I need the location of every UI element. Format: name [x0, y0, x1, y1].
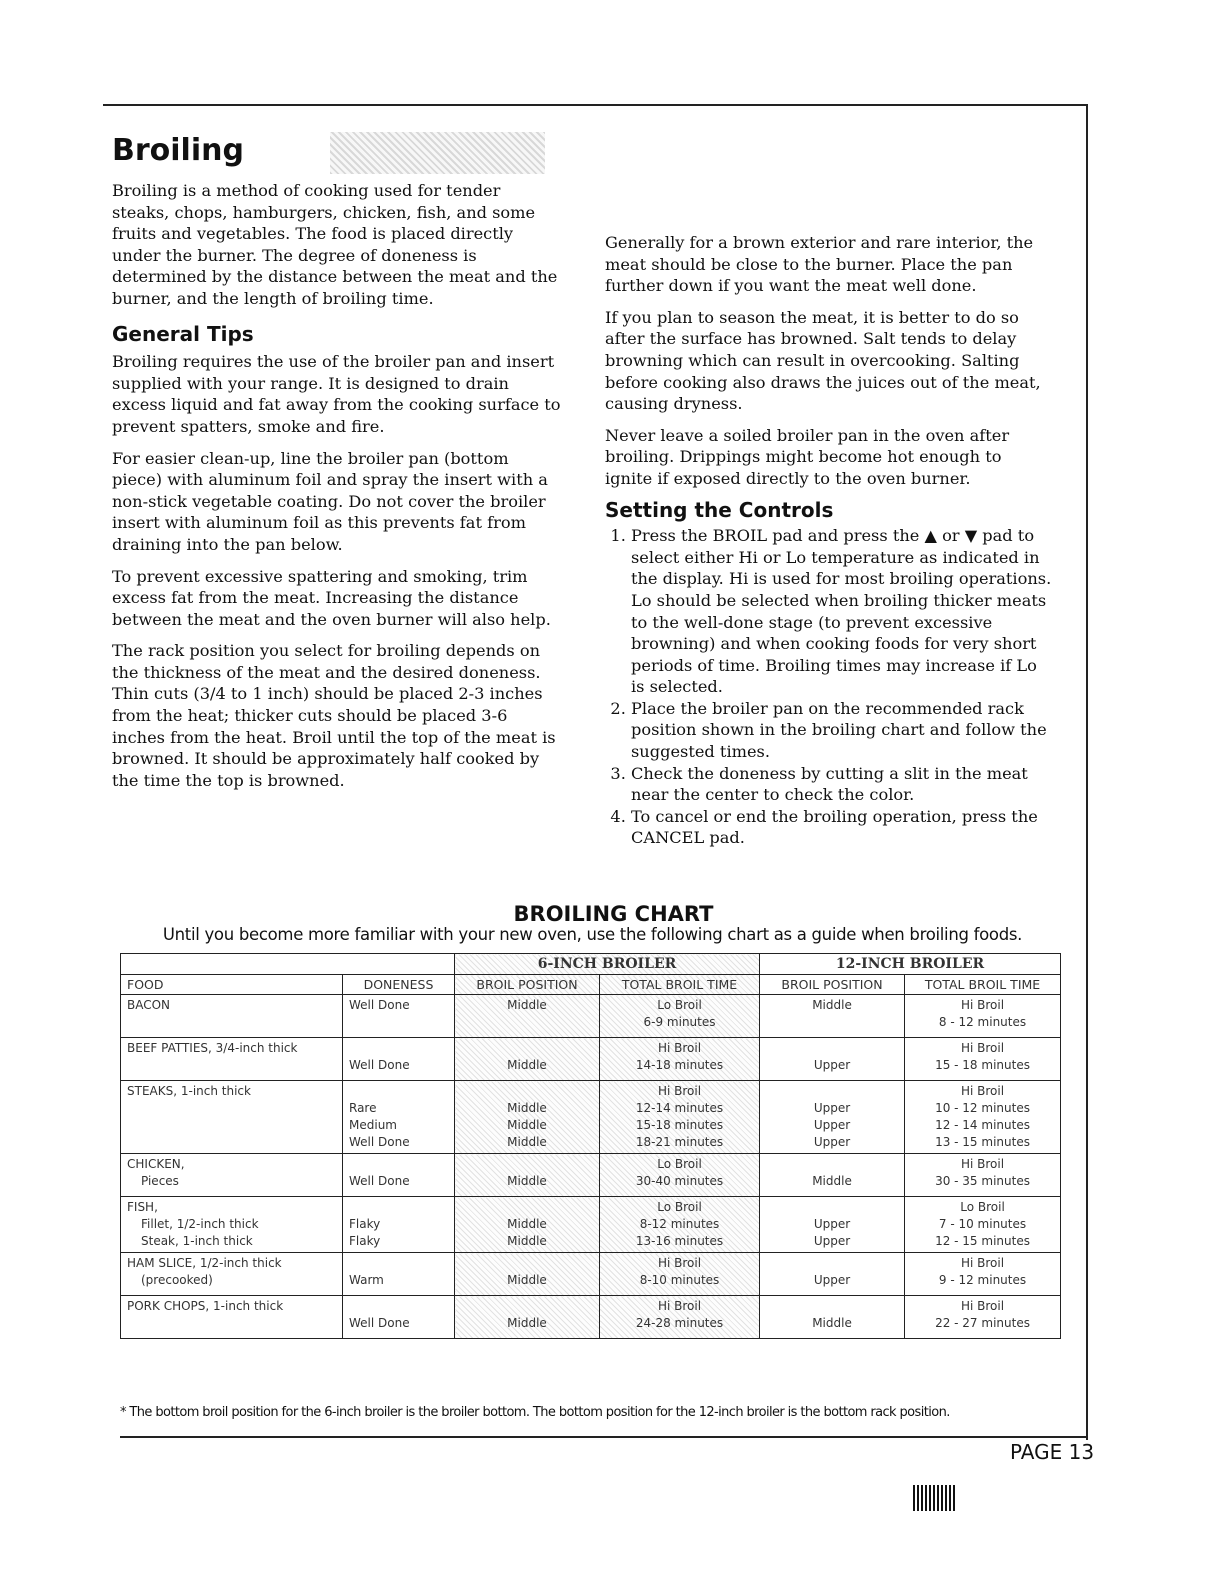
table-row: [121, 1154, 1061, 1197]
tips-paragraph-1: Broiling requires the use of the broiler pan and insert supplied with your range. It is designed to drain excess liquid and fat away from the cooking surface to prevent spatters, smoke and fire.: [112, 352, 561, 436]
cell-line: [766, 1255, 898, 1272]
broiling-chart-table: [120, 953, 1061, 1339]
cell-line: [349, 1199, 448, 1216]
cell-line: Hi Broil: [657, 1256, 702, 1270]
cell-line: 6-9 minutes: [643, 1015, 716, 1029]
step-2: 2. Place the broiler pan on the recommended rack position shown in the broiling chart and follow the suggested times.: [631, 698, 1053, 763]
time-12-cell: [905, 1296, 1061, 1339]
cell-line: 10 - 12 minutes: [935, 1101, 1030, 1115]
table-row: [121, 1081, 1061, 1154]
cell-line: Upper: [813, 1058, 851, 1072]
cell-line: [349, 1040, 448, 1057]
food-cell: [121, 1081, 343, 1154]
cell-line: [461, 1040, 593, 1057]
cell-line: Middle: [812, 1174, 852, 1188]
right-paragraph-3: Never leave a soiled broiler pan in the oven after broiling. Drippings might become hot enough to ignite if exposed directly to the oven burner.: [605, 425, 1010, 488]
bottom-rule: [120, 1436, 1088, 1438]
broil-position-6-header: BROIL POSITION: [455, 975, 600, 995]
food-cell: [121, 1296, 343, 1339]
time-6-cell: [600, 1197, 760, 1253]
cell-line: Upper: [813, 1118, 851, 1132]
total-time-6-header: TOTAL BROIL TIME: [600, 975, 760, 995]
cell-line: Medium: [349, 1118, 397, 1132]
cell-line: BEEF PATTIES, 3/4-inch thick: [127, 1041, 298, 1055]
cell-line: 8-12 minutes: [639, 1217, 720, 1231]
cell-line: Middle: [507, 1217, 547, 1231]
cell-line: (precooked): [141, 1273, 213, 1287]
six-inch-broiler-header: 6-INCH BROILER: [455, 954, 760, 975]
table-row: [121, 995, 1061, 1038]
page-title: Broiling: [112, 133, 244, 168]
cell-line: Well Done: [349, 1058, 410, 1072]
doneness-cell: [343, 1038, 455, 1081]
tips-paragraph-4: The rack position you select for broiling depends on the thickness of the meat and the desired doneness. Thin cuts (3/4 to 1 inch) should be placed 2-3 inches from the heat; thicker cuts should be placed 3-6 inches from the heat. Broil until the top of the meat is browned. It should be approximately half cooked by the time the top is browned.: [112, 641, 556, 790]
cell-line: FISH,: [127, 1200, 158, 1214]
cell-line: Middle: [507, 1058, 547, 1072]
cell-line: Middle: [507, 998, 547, 1012]
cell-line: [349, 1255, 448, 1272]
time-6-cell: [600, 1081, 760, 1154]
position-12-cell: [760, 1081, 905, 1154]
setting-controls-heading: Setting the Controls: [605, 497, 834, 522]
chart-subtitle: Until you become more familiar with your new oven, use the following chart as a guide when broiling foods.: [162, 925, 1023, 944]
table-row: [121, 1038, 1061, 1081]
cell-line: Hi Broil: [960, 1157, 1005, 1171]
right-paragraph-1: Generally for a brown exterior and rare interior, the meat should be close to the burner. Place the pan further down if you want the meat well done.: [605, 233, 1034, 296]
cell-line: Pieces: [141, 1174, 179, 1188]
time-6-cell: [600, 1154, 760, 1197]
broil-position-12-header: BROIL POSITION: [760, 975, 905, 995]
cell-line: [349, 1298, 448, 1315]
cell-line: Upper: [813, 1217, 851, 1231]
total-time-12-header: TOTAL BROIL TIME: [905, 975, 1061, 995]
cell-line: 15 - 18 minutes: [935, 1058, 1030, 1072]
cell-line: 8 - 12 minutes: [938, 1015, 1027, 1029]
cell-line: Flaky: [349, 1234, 381, 1248]
twelve-inch-broiler-header: 12-INCH BROILER: [760, 954, 1061, 975]
cell-line: Middle: [507, 1273, 547, 1287]
cell-line: 7 - 10 minutes: [938, 1217, 1027, 1231]
cell-line: 14-18 minutes: [635, 1058, 724, 1072]
time-6-cell: [600, 1253, 760, 1296]
top-rule: [103, 104, 1088, 106]
cell-line: CHICKEN,: [127, 1157, 185, 1171]
cell-line: [766, 1199, 898, 1216]
decorative-texture: [330, 132, 545, 174]
cell-line: [766, 1298, 898, 1315]
cell-line: Middle: [507, 1316, 547, 1330]
cell-line: Middle: [507, 1135, 547, 1149]
time-12-cell: [905, 1197, 1061, 1253]
cell-line: [461, 1156, 593, 1173]
cell-line: [461, 1199, 593, 1216]
cell-line: 15-18 minutes: [635, 1118, 724, 1132]
cell-line: 13-16 minutes: [635, 1234, 724, 1248]
cell-line: [461, 1083, 593, 1100]
food-cell: [121, 1038, 343, 1081]
position-6-cell: [455, 1197, 600, 1253]
cell-line: Hi Broil: [657, 1084, 702, 1098]
cell-line: Steak, 1-inch thick: [141, 1234, 253, 1248]
right-paragraph-2: If you plan to season the meat, it is better to do so after the surface has browned. Salt tends to delay browning which can result in overcooking. Salting before cooking also draws the juices out of the meat, causing dryness.: [605, 307, 1041, 414]
cell-line: Well Done: [349, 1174, 410, 1188]
cell-line: Hi Broil: [960, 1299, 1005, 1313]
step-4: 4. To cancel or end the broiling operation, press the CANCEL pad.: [631, 806, 1053, 849]
cell-line: [461, 1255, 593, 1272]
cell-line: 8-10 minutes: [639, 1273, 720, 1287]
time-12-cell: [905, 1038, 1061, 1081]
cell-line: Upper: [813, 1234, 851, 1248]
food-cell: [121, 1253, 343, 1296]
cell-line: Middle: [507, 1118, 547, 1132]
cell-line: HAM SLICE, 1/2-inch thick: [127, 1256, 282, 1270]
cell-line: [766, 1083, 898, 1100]
position-12-cell: [760, 1154, 905, 1197]
cell-line: [766, 1156, 898, 1173]
cell-line: Well Done: [349, 1135, 410, 1149]
doneness-cell: [343, 1296, 455, 1339]
cell-line: Well Done: [349, 998, 410, 1012]
cell-line: Lo Broil: [657, 1200, 702, 1214]
doneness-cell: [343, 1253, 455, 1296]
position-6-cell: [455, 1296, 600, 1339]
cell-line: Middle: [507, 1101, 547, 1115]
chart-title: BROILING CHART: [513, 902, 714, 926]
general-tips-heading: General Tips: [112, 321, 254, 346]
time-12-cell: [905, 995, 1061, 1038]
cell-line: Upper: [813, 1135, 851, 1149]
cell-line: Hi Broil: [960, 1084, 1005, 1098]
step-1: 1. Press the BROIL pad and press the ▲ or ▼ pad to select either Hi or Lo temperature as indicated in the display. Hi is used for most broiling operations. Lo should be selected when broiling thicker meats to the well-done stage (to prevent excessive browning) and when cooking foods for very short periods of time. Broiling times may increase if Lo is selected.: [631, 525, 1053, 698]
cell-line: 12 - 14 minutes: [935, 1118, 1030, 1132]
position-12-cell: [760, 1296, 905, 1339]
cell-line: [349, 1156, 448, 1173]
table-row: [121, 1296, 1061, 1339]
cell-line: Hi Broil: [657, 1041, 702, 1055]
left-column: [112, 180, 562, 801]
cell-line: Upper: [813, 1101, 851, 1115]
cell-line: [461, 1298, 593, 1315]
cell-line: Hi Broil: [960, 1256, 1005, 1270]
cell-line: 12 - 15 minutes: [935, 1234, 1030, 1248]
cell-line: BACON: [127, 998, 171, 1012]
doneness-cell: [343, 1154, 455, 1197]
tips-paragraph-3: To prevent excessive spattering and smoking, trim excess fat from the meat. Increasing the distance between the meat and the oven burner will also help.: [112, 566, 551, 629]
doneness-cell: [343, 1081, 455, 1154]
table-row: [121, 1253, 1061, 1296]
scan-mark: [913, 1485, 955, 1511]
position-6-cell: [455, 1038, 600, 1081]
cell-line: 30 - 35 minutes: [935, 1174, 1030, 1188]
cell-line: 30-40 minutes: [635, 1174, 724, 1188]
cell-line: 18-21 minutes: [635, 1135, 724, 1149]
time-6-cell: [600, 1296, 760, 1339]
page-number: PAGE 13: [1010, 1440, 1095, 1464]
position-12-cell: [760, 1038, 905, 1081]
cell-line: Hi Broil: [657, 1299, 702, 1313]
cell-line: 24-28 minutes: [635, 1316, 724, 1330]
cell-line: Warm: [349, 1273, 384, 1287]
cell-line: PORK CHOPS, 1-inch thick: [127, 1299, 284, 1313]
cell-line: Middle: [812, 1316, 852, 1330]
right-rule: [1086, 104, 1088, 1440]
position-12-cell: [760, 1253, 905, 1296]
position-6-cell: [455, 1253, 600, 1296]
food-column-header: FOOD: [121, 975, 343, 995]
doneness-cell: [343, 995, 455, 1038]
cell-line: Hi Broil: [960, 1041, 1005, 1055]
cell-line: 13 - 15 minutes: [935, 1135, 1030, 1149]
cell-line: Flaky: [349, 1217, 381, 1231]
time-12-cell: [905, 1154, 1061, 1197]
cell-line: Upper: [813, 1273, 851, 1287]
cell-line: 12-14 minutes: [635, 1101, 724, 1115]
cell-line: Fillet, 1/2-inch thick: [141, 1217, 259, 1231]
blank-header: [121, 954, 455, 975]
cell-line: Middle: [812, 998, 852, 1012]
cell-line: STEAKS, 1-inch thick: [127, 1084, 251, 1098]
controls-steps: [605, 525, 1053, 849]
tips-paragraph-2: For easier clean-up, line the broiler pan (bottom piece) with aluminum foil and spray the insert with a non-stick vegetable coating. Do not cover the broiler insert with aluminum foil as this prevents fat from draining into the pan below.: [112, 448, 548, 554]
table-row: [121, 1197, 1061, 1253]
cell-line: Lo Broil: [960, 1200, 1005, 1214]
position-12-cell: [760, 995, 905, 1038]
chart-body: [121, 995, 1061, 1339]
right-column: [605, 180, 1053, 849]
doneness-cell: [343, 1197, 455, 1253]
step-3: 3. Check the doneness by cutting a slit in the meat near the center to check the color.: [631, 763, 1053, 806]
food-cell: [121, 1197, 343, 1253]
position-6-cell: [455, 1154, 600, 1197]
cell-line: Middle: [507, 1234, 547, 1248]
food-cell: [121, 995, 343, 1038]
time-12-cell: [905, 1253, 1061, 1296]
cell-line: Hi Broil: [960, 998, 1005, 1012]
cell-line: [349, 1083, 448, 1100]
time-12-cell: [905, 1081, 1061, 1154]
position-6-cell: [455, 995, 600, 1038]
time-6-cell: [600, 1038, 760, 1081]
cell-line: [766, 1040, 898, 1057]
cell-line: Well Done: [349, 1316, 410, 1330]
cell-line: Lo Broil: [657, 1157, 702, 1171]
time-6-cell: [600, 995, 760, 1038]
doneness-column-header: DONENESS: [343, 975, 455, 995]
cell-line: Rare: [349, 1101, 377, 1115]
position-12-cell: [760, 1197, 905, 1253]
position-6-cell: [455, 1081, 600, 1154]
intro-paragraph: Broiling is a method of cooking used for tender steaks, chops, hamburgers, chicken, fish, and some fruits and vegetables. The food is placed directly under the burner. The degree of doneness is determined by the distance between the meat and the burner, and the length of broiling time.: [112, 181, 558, 308]
chart-footnote: * The bottom broil position for the 6-inch broiler is the broiler bottom. The bottom position for the 12-inch broiler is the bottom rack position.: [120, 1405, 950, 1420]
cell-line: Lo Broil: [657, 998, 702, 1012]
cell-line: 9 - 12 minutes: [938, 1273, 1027, 1287]
cell-line: Middle: [507, 1174, 547, 1188]
food-cell: [121, 1154, 343, 1197]
cell-line: 22 - 27 minutes: [935, 1316, 1030, 1330]
